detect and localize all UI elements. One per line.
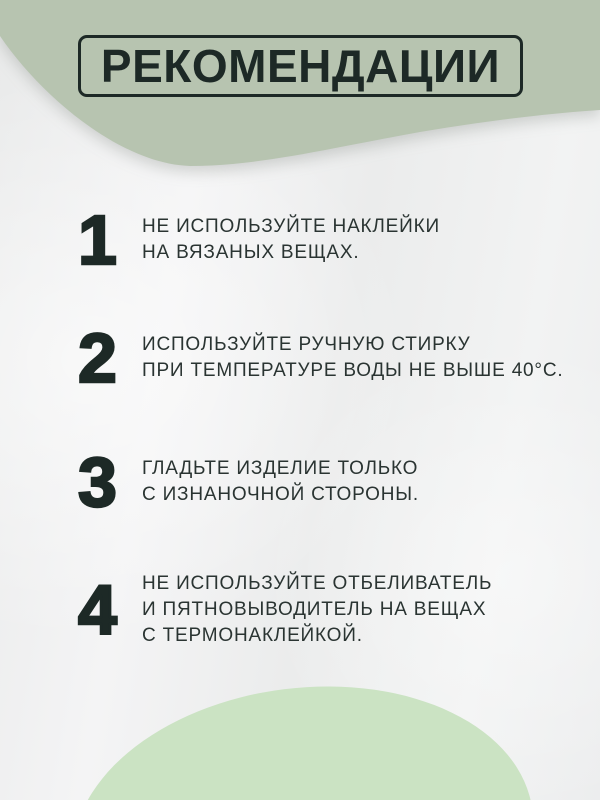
item-number: 2	[78, 319, 117, 397]
item-text-line: НА ВЯЗАНЫХ ВЕЩАХ.	[142, 242, 360, 263]
item-text-line: И ПЯТНОВЫВОДИТЕЛЬ НА ВЕЩАХ	[142, 599, 487, 620]
item-text	[142, 332, 563, 384]
item-text-line: НЕ ИСПОЛЬЗУЙТЕ ОТБЕЛИВАТЕЛЬ	[142, 573, 493, 594]
recommendation-item-3	[78, 440, 570, 524]
page-title: РЕКОМЕНДАЦИИ	[100, 40, 501, 92]
item-text	[142, 214, 440, 266]
bottom-green-blob	[55, 661, 550, 800]
item-text-line: НЕ ИСПОЛЬЗУЙТЕ НАКЛЕЙКИ	[142, 216, 440, 237]
item-text	[142, 571, 492, 649]
item-text-line: ИСПОЛЬЗУЙТЕ РУЧНУЮ СТИРКУ	[142, 334, 471, 355]
recommendation-item-4	[78, 562, 570, 658]
item-number: 1	[78, 201, 117, 279]
recommendation-item-2	[78, 316, 570, 400]
item-text-line: ГЛАДЬТЕ ИЗДЕЛИЕ ТОЛЬКО	[142, 458, 419, 479]
item-text-line: С ТЕРМОНАКЛЕЙКОЙ.	[142, 625, 363, 646]
item-text-line: ПРИ ТЕМПЕРАТУРЕ ВОДЫ НЕ ВЫШЕ 40°С.	[142, 360, 564, 381]
item-text-line: С ИЗНАНОЧНОЙ СТОРОНЫ.	[142, 484, 419, 505]
recommendation-item-1	[78, 198, 570, 282]
item-number: 3	[78, 443, 117, 521]
item-number: 4	[78, 571, 117, 649]
top-green-blob	[0, 0, 600, 220]
title-box	[78, 35, 523, 97]
item-text	[142, 456, 419, 508]
